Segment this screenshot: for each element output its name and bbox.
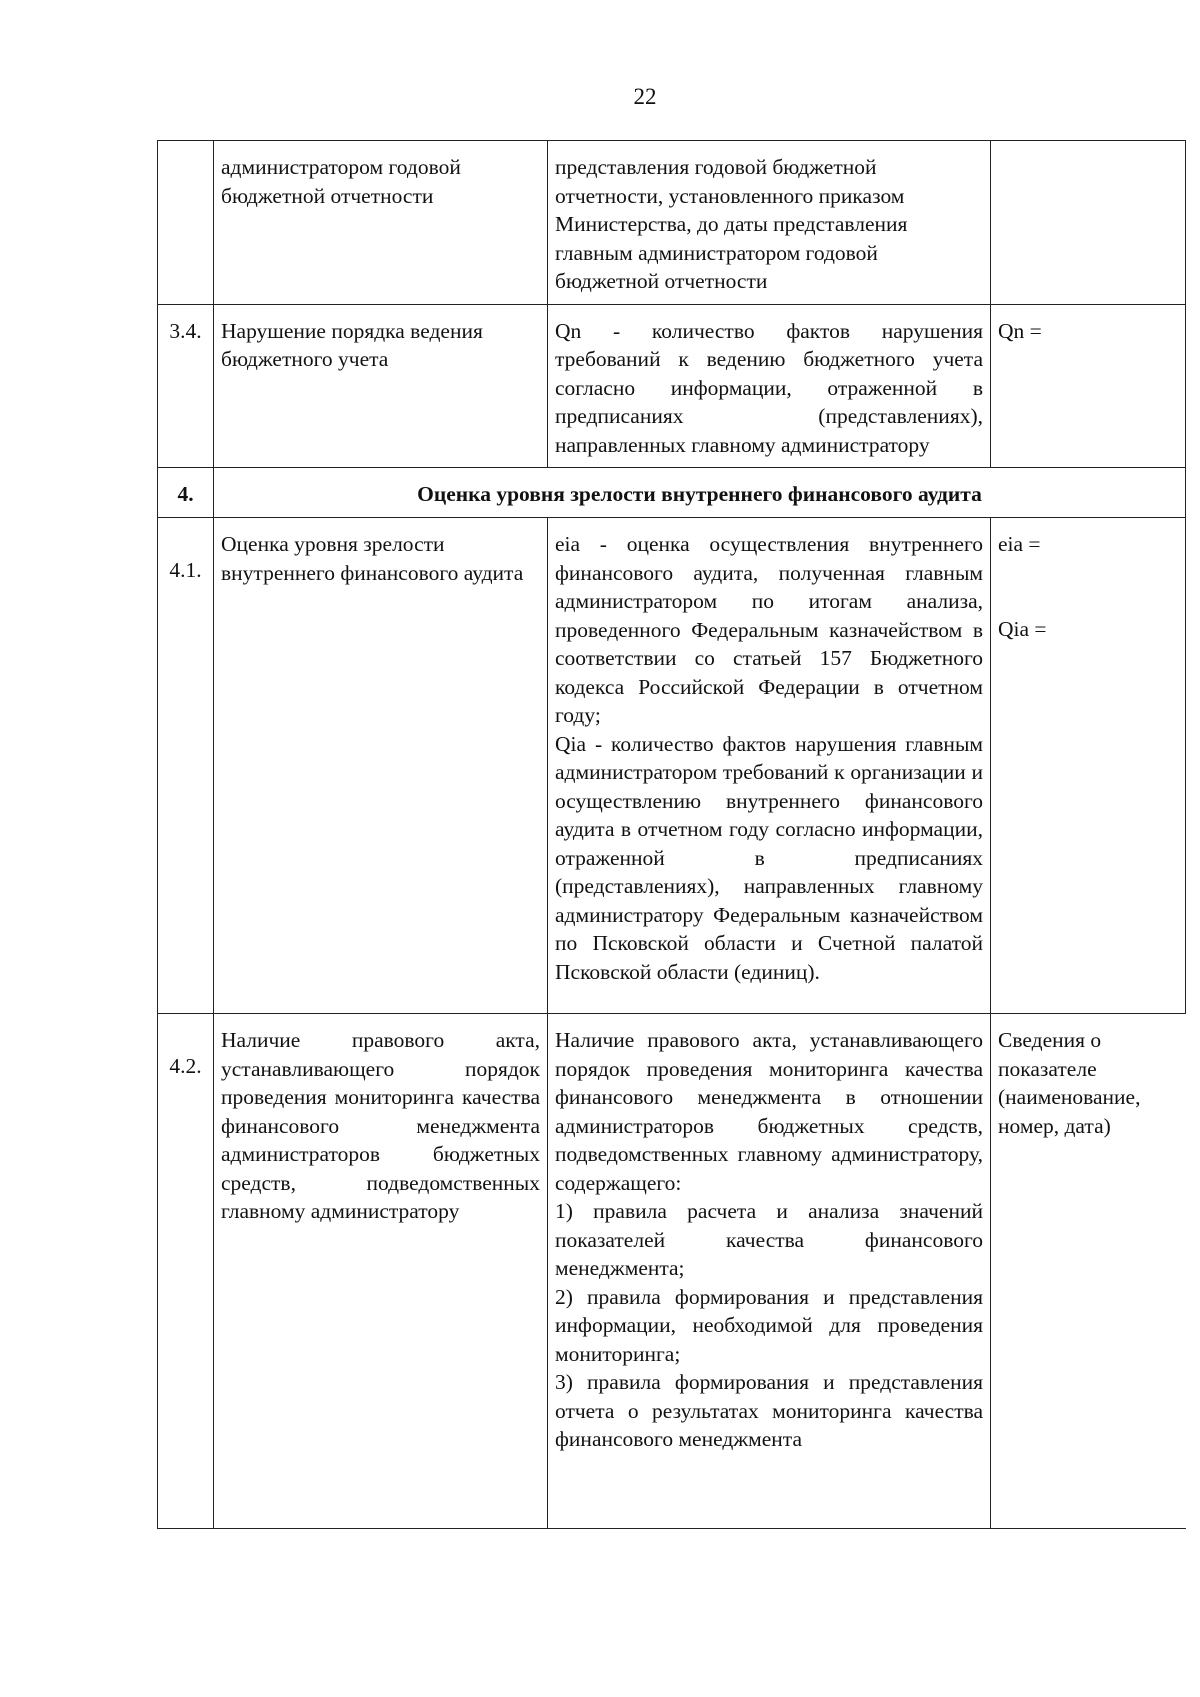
value-line: eia = bbox=[998, 532, 1041, 556]
description-paragraph: eia - оценка осуществления внутреннего финансового аудита, полученная главным администратором по итогам анализа, проведенного Федеральным казначейством в соответствии со статьей 157 Бюджетного кодекса Российской Федерации в отчетном году; bbox=[555, 532, 983, 727]
indicator-value: Qn = bbox=[991, 304, 1186, 468]
indicator-description bbox=[548, 141, 991, 305]
table-row bbox=[158, 141, 1186, 305]
indicator-description bbox=[548, 304, 991, 468]
row-number: 4.2. bbox=[158, 1014, 214, 1529]
description-paragraph: Наличие правового акта, устанавливающего порядок проведения мониторинга качества финансового менеджмента в отношении администраторов бюджетных средств, подведомственных главному администратору, содержащего: bbox=[555, 1028, 983, 1195]
row-number: 3.4. bbox=[158, 304, 214, 468]
row-number bbox=[158, 141, 214, 305]
description-paragraph: 1) правила расчета и анализа значений показателей качества финансового менеджмента; bbox=[555, 1199, 983, 1280]
indicator-name: Оценка уровня зрелости внутреннего финансового аудита bbox=[214, 518, 548, 1014]
page-number: 22 bbox=[633, 84, 657, 109]
indicator-description bbox=[548, 1014, 991, 1529]
section-header-row bbox=[158, 468, 1186, 518]
description-paragraph: Qia - количество фактов нарушения главным администратором требований к организации и осуществлению внутреннего финансового аудита в отчетном году согласно информации, отраженной в предписаниях (представлениях), направленных главному администратору Федеральным казначейством по Псковской области и Счетной палатой Псковской области (единиц). bbox=[555, 731, 983, 984]
description-paragraph: Qn - количество фактов нарушения требований к ведению бюджетного учета согласно информации, отраженной в предписаниях (представлениях), направленных главному администратору bbox=[555, 318, 983, 457]
indicator-value bbox=[991, 518, 1186, 1014]
indicator-value: Сведения о показателе (наименование, номер, дата) bbox=[991, 1014, 1186, 1529]
section-title: Оценка уровня зрелости внутреннего финансового аудита bbox=[214, 468, 1186, 518]
row-number: 4.1. bbox=[158, 518, 214, 1014]
indicator-name: Наличие правового акта, устанавливающего порядок проведения мониторинга качества финансового менеджмента администраторов бюджетных средств, подведомственных главному администратору bbox=[214, 1014, 548, 1529]
indicators-table bbox=[157, 140, 1186, 1529]
table-row bbox=[158, 1014, 1186, 1529]
indicator-name: Нарушение порядка ведения бюджетного учета bbox=[214, 304, 548, 468]
value-line: Qia = bbox=[998, 616, 1047, 641]
indicator-value bbox=[991, 141, 1186, 305]
indicator-description bbox=[548, 518, 991, 1014]
indicator-name: администратором годовой бюджетной отчетности bbox=[214, 141, 548, 305]
description-paragraph: представления годовой бюджетной отчетности, установленного приказом Министерства, до даты представления главным администратором годовой бюджетной отчетности bbox=[555, 155, 908, 293]
description-paragraph: 2) правила формирования и представления информации, необходимой для проведения мониторинга; bbox=[555, 1284, 983, 1366]
description-paragraph: 3) правила формирования и представления отчета о результатах мониторинга качества финансового менеджмента bbox=[555, 1370, 983, 1451]
table-row bbox=[158, 304, 1186, 468]
table-row bbox=[158, 518, 1186, 1014]
section-number: 4. bbox=[158, 468, 214, 518]
